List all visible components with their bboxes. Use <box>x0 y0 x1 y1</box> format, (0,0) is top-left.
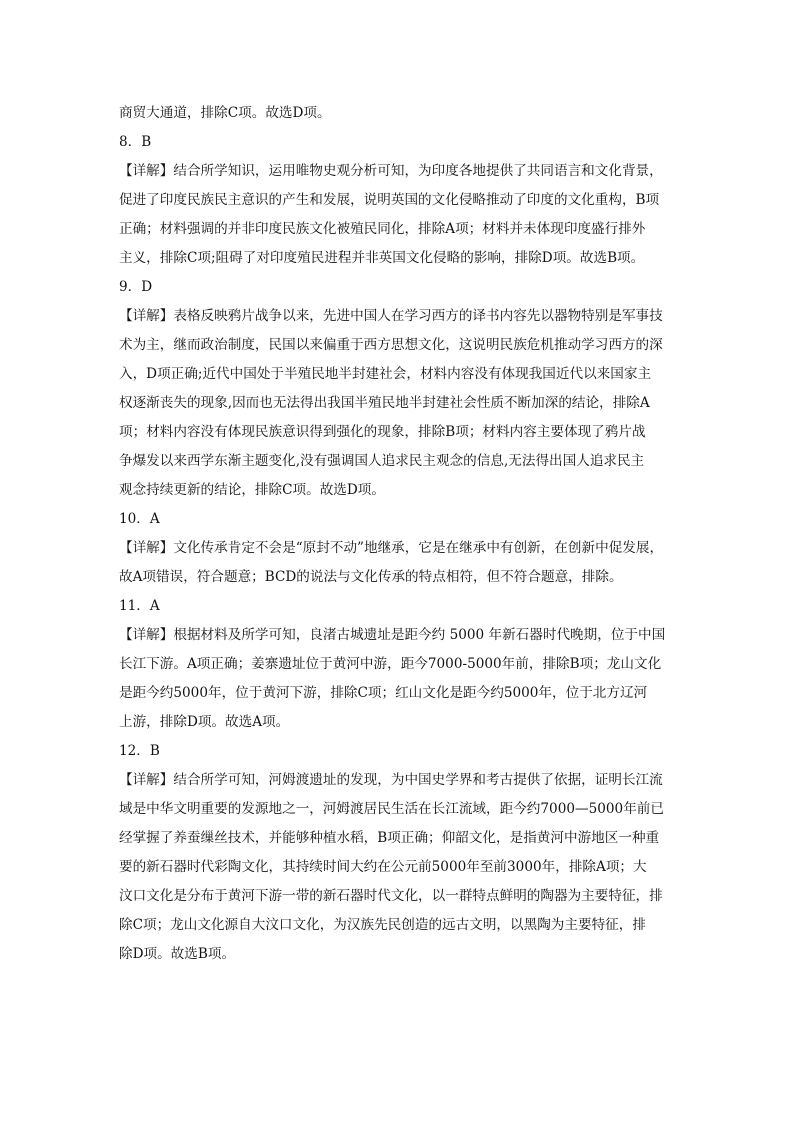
text-line: 【详解】根据材料及所学可知，良渚古城遗址是距今约 5000 年新石器时代晚期，位于中国 <box>119 627 666 643</box>
text-line: 要的新石器时代彩陶文化，其持续时间大约在公元前5000年至前3000年，排除A项；大 <box>119 859 647 875</box>
text-line: 【详解】文化传承肯定不会是“原封不动”地继承，它是在继承中有创新，在创新中促发展， <box>119 540 664 556</box>
question-number: 8．B <box>119 134 152 150</box>
text-line: 域是中华文明重要的发源地之一，河姆渡居民生活在长江流域，距今约7000—5000年前已 <box>119 801 664 817</box>
text-line: 权逐渐丧失的现象,因而也无法得出我国半殖民地半封建社会性质不断加深的结论，排除A <box>119 395 650 411</box>
text-line: 除C项；龙山文化源自大汶口文化，为汉族先民创造的远古文明，以黑陶为主要特征，排 <box>119 917 646 933</box>
text-line: 主义，排除C项;阻碍了对印度殖民进程并非英国文化侵略的影响，排除D项。故选B项。 <box>119 250 645 266</box>
text-line: 争爆发以来西学东渐主题变化,没有强调国人追求民主观念的信息,无法得出国人追求民主 <box>119 453 645 469</box>
text-line: 【详解】结合所学可知，河姆渡遗址的发现，为中国史学界和考古提供了依据，证明长江流 <box>119 772 663 788</box>
question-number: 11．A <box>119 598 160 614</box>
text-line: 项；材料内容没有体现民族意识得到强化的现象，排除B项；材料内容主要体现了鸦片战 <box>119 424 646 440</box>
text-line: 术为主，继而政治制度，民国以来偏重于西方思想文化，这说明民族危机推动学习西方的深 <box>119 337 663 353</box>
question-number: 9．D <box>119 279 153 295</box>
question-number: 10．A <box>119 511 160 527</box>
text-line: 观念持续更新的结论，排除C项。故选D项。 <box>119 482 385 498</box>
text-line: 入，D项正确;近代中国处于半殖民地半封建社会，材料内容没有体现我国近代以来国家主 <box>119 366 652 382</box>
text-line: 上游，排除D项。故选A项。 <box>119 714 290 730</box>
text-line: 经掌握了养蚕缫丝技术，并能够种植水稻，B项正确；仰韶文化，是指黄河中游地区一种重 <box>119 830 660 846</box>
text-line: 【详解】结合所学知识，运用唯物史观分析可知，为印度各地提供了共同语言和文化背景， <box>119 163 663 179</box>
text-line: 故A项错误，符合题意；BCD的说法与文化传承的特点相符，但不符合题意，排除。 <box>119 569 623 585</box>
text-line: 正确；材料强调的并非印度民族文化被殖民同化，排除A项；材料并未体现印度盛行排外 <box>119 221 646 237</box>
text-line: 长江下游。A项正确；姜寨遗址位于黄河中游，距今7000-5000年前，排除B项；龙山文化 <box>119 656 662 672</box>
text-line: 【详解】表格反映鸦片战争以来，先进中国人在学习西方的译书内容先以器物特别是军事技 <box>119 308 663 324</box>
question-number: 12．B <box>119 743 160 759</box>
text-line: 商贸大通道，排除C项。故选D项。 <box>119 105 331 121</box>
text-line: 汶口文化是分布于黄河下游一带的新石器时代文化，以一群特点鲜明的陶器为主要特征，排 <box>119 888 663 904</box>
text-line: 促进了印度民族民主意识的产生和发展，说明英国的文化侵略推动了印度的文化重构，B项 <box>119 192 660 208</box>
answer-explanations <box>119 99 675 969</box>
text-line: 是距今约5000年，位于黄河下游，排除C项；红山文化是距今约5000年，位于北方辽河 <box>119 685 648 701</box>
text-line: 除D项。故选B项。 <box>119 946 236 962</box>
